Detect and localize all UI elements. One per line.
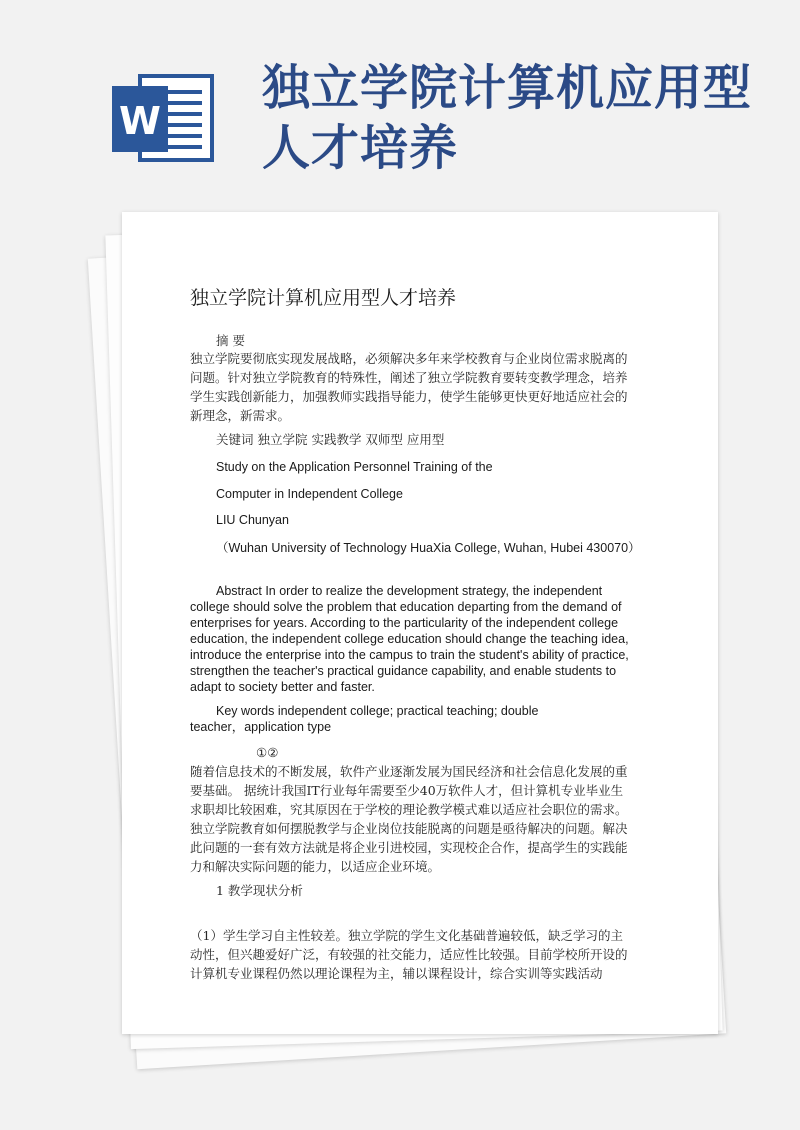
section-1-heading: 1 教学现状分析 [216, 883, 303, 898]
keywords-cn: 关键词 独立学院 实践教学 双师型 应用型 [216, 432, 445, 447]
affiliation: （Wuhan University of Technology HuaXia College, Wuhan, Hubei 430070） [216, 541, 641, 555]
footnote-marks: ①② [256, 745, 279, 760]
word-icon-letter: W [119, 99, 161, 143]
keywords-en: Key words independent college; practical teaching; double teacher，application type [190, 704, 539, 734]
title-en-line1: Study on the Application Personnel Training of the [216, 460, 493, 474]
document-title: 独立学院计算机应用型人才培养 [190, 287, 457, 309]
abstract-heading: 摘 要 [216, 333, 245, 348]
section-1-paragraph: （1）学生学习自主性较差。独立学院的学生文化基础普遍较低，缺乏学习的主动性，但兴趣爱好广泛，有较强的社交能力，适应性比较强。目前学校所开设的计算机专业课程仍然以理论课程为主，辅以课程设计，综合实训等实践活动 [190, 928, 628, 981]
abstract-en: Abstract In order to realize the development strategy, the independent college should solve the problem that education departing from the demand of enterprises for years. According to the particularity of the independent college education, the independent college education should change the teaching idea, introduce the enterprise into the campus to train the student's ability of practice, strengthen the teacher's practical guidance capability, and enable students to adapt to society better and faster. [190, 584, 629, 694]
intro-paragraph: 随着信息技术的不断发展，软件产业逐渐发展为国民经济和社会信息化发展的重要基础。 据统计我国IT行业每年需要至少40万软件人才，但计算机专业毕业生求职却比较困难，究其原因在于学校的理论教学模式难以适应社会职位的需求。独立学院教育如何摆脱教学与企业岗位技能脱离的问题是亟待解决的问题。解决此问题的一套有效方法就是将企业引进校园，实现校企合作，提高学生的实践能力和解决实际问题的能力，以适应企业环境。 [190, 764, 628, 874]
abstract-cn: 独立学院要彻底实现发展战略，必须解决多年来学校教育与企业岗位需求脱离的问题。针对独立学院教育的特殊性，阐述了独立学院教育要转变教学理念，培养学生实践创新能力，加强教师实践指导能力，使学生能够更快更好地适应社会的新理念，新需求。 [190, 351, 628, 423]
word-document-icon [110, 72, 216, 164]
title-en-line2: Computer in Independent College [216, 487, 403, 501]
author-name: LIU Chunyan [216, 513, 289, 527]
banner-title: 独立学院计算机应用型人才培养 [262, 60, 753, 176]
